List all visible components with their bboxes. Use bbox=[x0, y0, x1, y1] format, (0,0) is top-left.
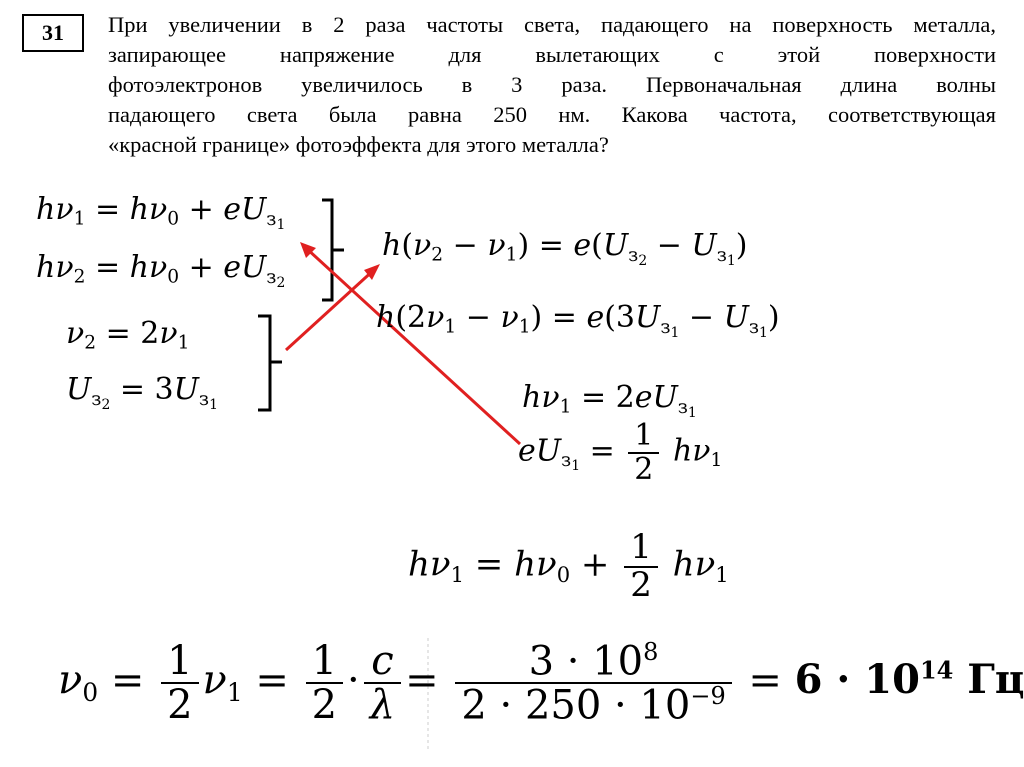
equation-result-2: $eU_{з_1}$ = $\frac{1}{2}$ $h\nu_1$ bbox=[518, 418, 723, 487]
problem-line: запирающее напряжение для вылетающих с этой поверхности bbox=[108, 42, 996, 67]
equation-difference: $h(\nu_2 - \nu_1) = e(U_{з_2} - U_{з_1})$ bbox=[382, 228, 748, 269]
red-arrow-left bbox=[306, 248, 520, 444]
problem-line: «красной границе» фотоэффекта для этого металла? bbox=[108, 132, 609, 157]
problem-line: При увеличении в 2 раза частоты света, падающего на поверхность металла, bbox=[108, 12, 996, 37]
condition-voltage: $U_{з_2} = 3U_{з_1}$ bbox=[66, 372, 218, 413]
system-brace-2 bbox=[258, 316, 282, 410]
equation-hv2: $h\nu_2 = h\nu_0 + eU_{з_2}$ bbox=[36, 250, 286, 291]
problem-line: фотоэлектронов увеличилось в 3 раза. Первоначальная длина волны bbox=[108, 72, 996, 97]
equation-result-1: $h\nu_1 = 2eU_{з_1}$ bbox=[522, 380, 697, 421]
equation-substituted: $h(2\nu_1 - \nu_1) = e(3U_{з_1} - U_{з_1})$ bbox=[376, 300, 780, 341]
system-brace-1 bbox=[322, 200, 344, 300]
problem-line: падающего света была равна 250 нм. Какова частота, соответствующая bbox=[108, 102, 996, 127]
problem-number: 31 bbox=[22, 14, 84, 52]
condition-frequency: $\nu_2 = 2\nu_1$ bbox=[66, 316, 190, 354]
equation-combined: $h\nu_1 = h\nu_0$ + $\frac{1}{2}$ $h\nu_1$ bbox=[408, 527, 729, 605]
equation-hv1: $h\nu_1 = h\nu_0 + eU_{з_1}$ bbox=[36, 192, 286, 233]
equation-final: $\nu_0$ = $\frac{1}{2}$ $\nu_1$ = $\frac{1}{2}$ · $\frac{c}{\lambda}$ = $\frac{3 \cdot 10^8}{2 \cdot 250 \cdot 10^{-9}}$ = $6 \cdot 10^{14}$ Гц bbox=[58, 638, 1024, 729]
